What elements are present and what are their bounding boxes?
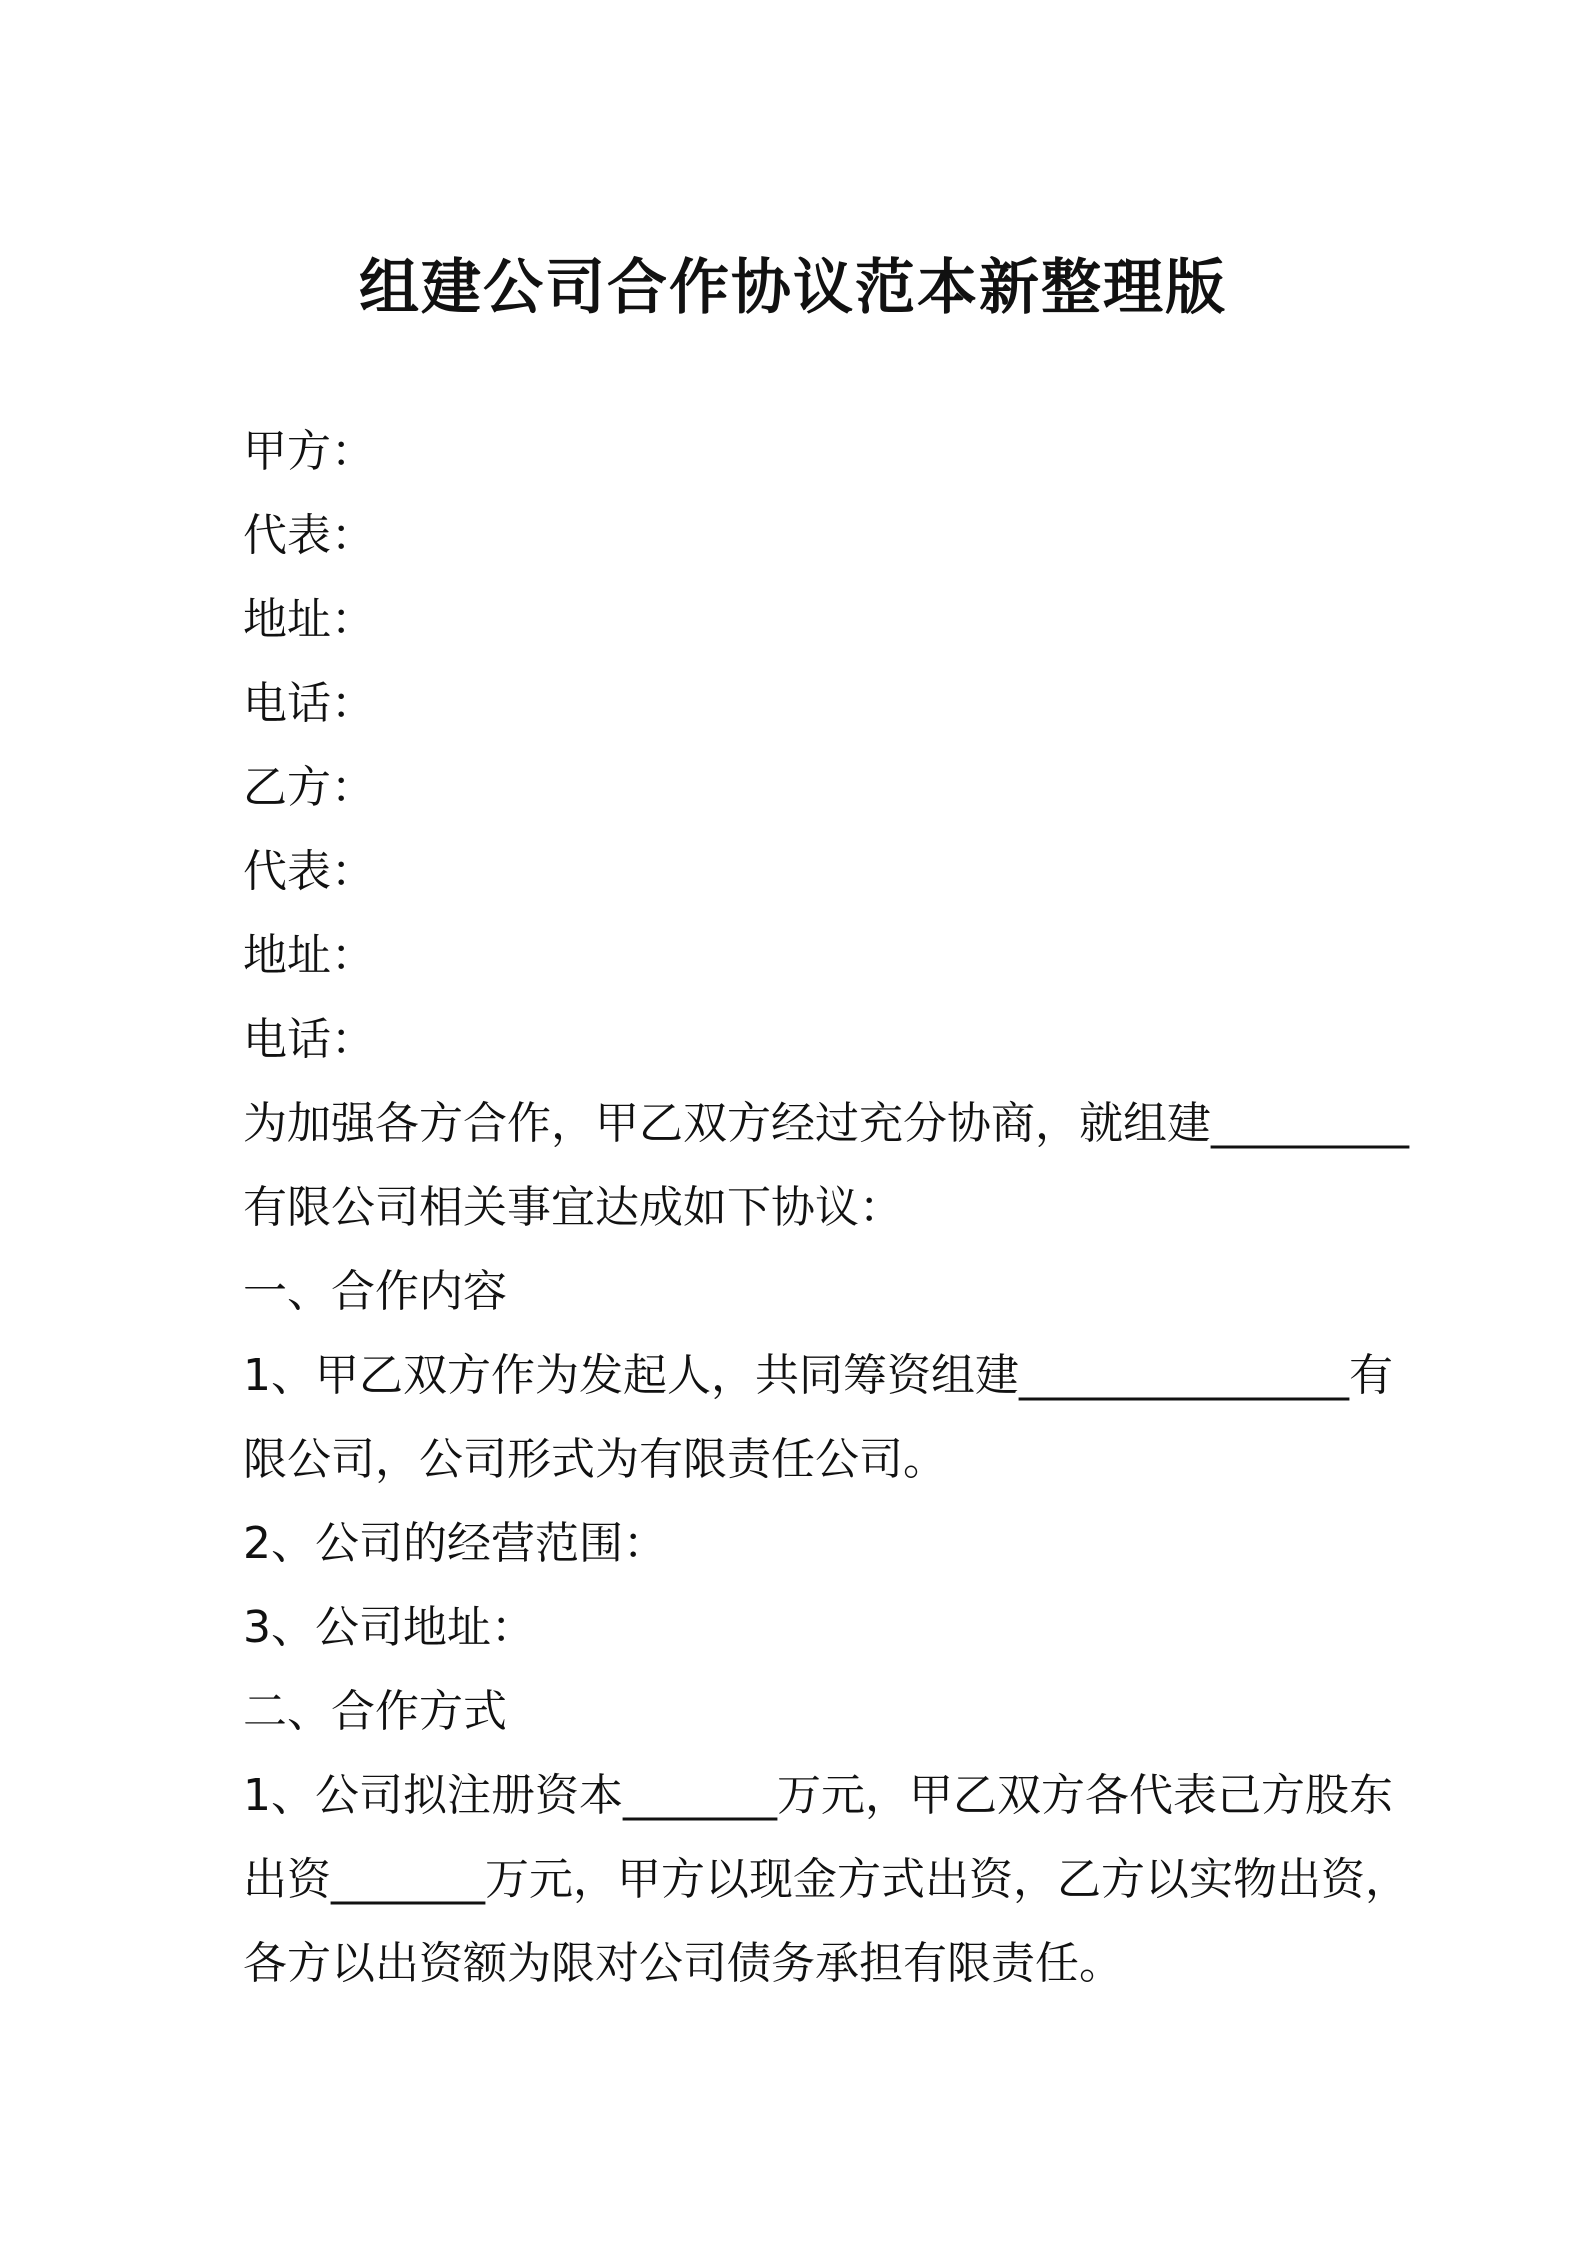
clause-1-2: 2、公司的经营范围： bbox=[243, 1518, 667, 1569]
clause-1-3: 3、公司地址： bbox=[243, 1602, 535, 1653]
preamble-line-2: 有限公司相关事宜达成如下协议： bbox=[243, 1182, 903, 1233]
party-a-label: 甲方： bbox=[243, 426, 375, 477]
section-heading-cooperation-method: 二、合作方式 bbox=[243, 1686, 507, 1737]
document-body bbox=[243, 410, 1409, 2006]
party-a-address-label: 地址： bbox=[243, 594, 375, 645]
clause-2-1-line-1: 1、公司拟注册资本_______万元，甲乙双方各代表己方股东 bbox=[243, 1770, 1393, 1821]
party-a-phone-label: 电话： bbox=[243, 678, 375, 729]
party-b-representative-label: 代表： bbox=[243, 846, 375, 897]
clause-1-1-line-1: 1、甲乙双方作为发起人，共同筹资组建_______________有 bbox=[243, 1350, 1393, 1401]
clause-2-1-line-3: 各方以出资额为限对公司债务承担有限责任。 bbox=[243, 1938, 1123, 1989]
document-title: 组建公司合作协议范本新整理版 bbox=[359, 253, 1227, 323]
clause-2-1-line-2: 出资_______万元，甲方以现金方式出资，乙方以实物出资， bbox=[243, 1854, 1409, 1905]
section-heading-cooperation-content: 一、合作内容 bbox=[243, 1266, 507, 1317]
party-b-address-label: 地址： bbox=[243, 930, 375, 981]
party-a-representative-label: 代表： bbox=[243, 510, 375, 561]
preamble-line-1: 为加强各方合作，甲乙双方经过充分协商，就组建_________ bbox=[243, 1098, 1409, 1149]
clause-1-1-line-2: 限公司，公司形式为有限责任公司。 bbox=[243, 1434, 947, 1485]
party-b-label: 乙方： bbox=[243, 762, 375, 813]
party-b-phone-label: 电话： bbox=[243, 1014, 375, 1065]
